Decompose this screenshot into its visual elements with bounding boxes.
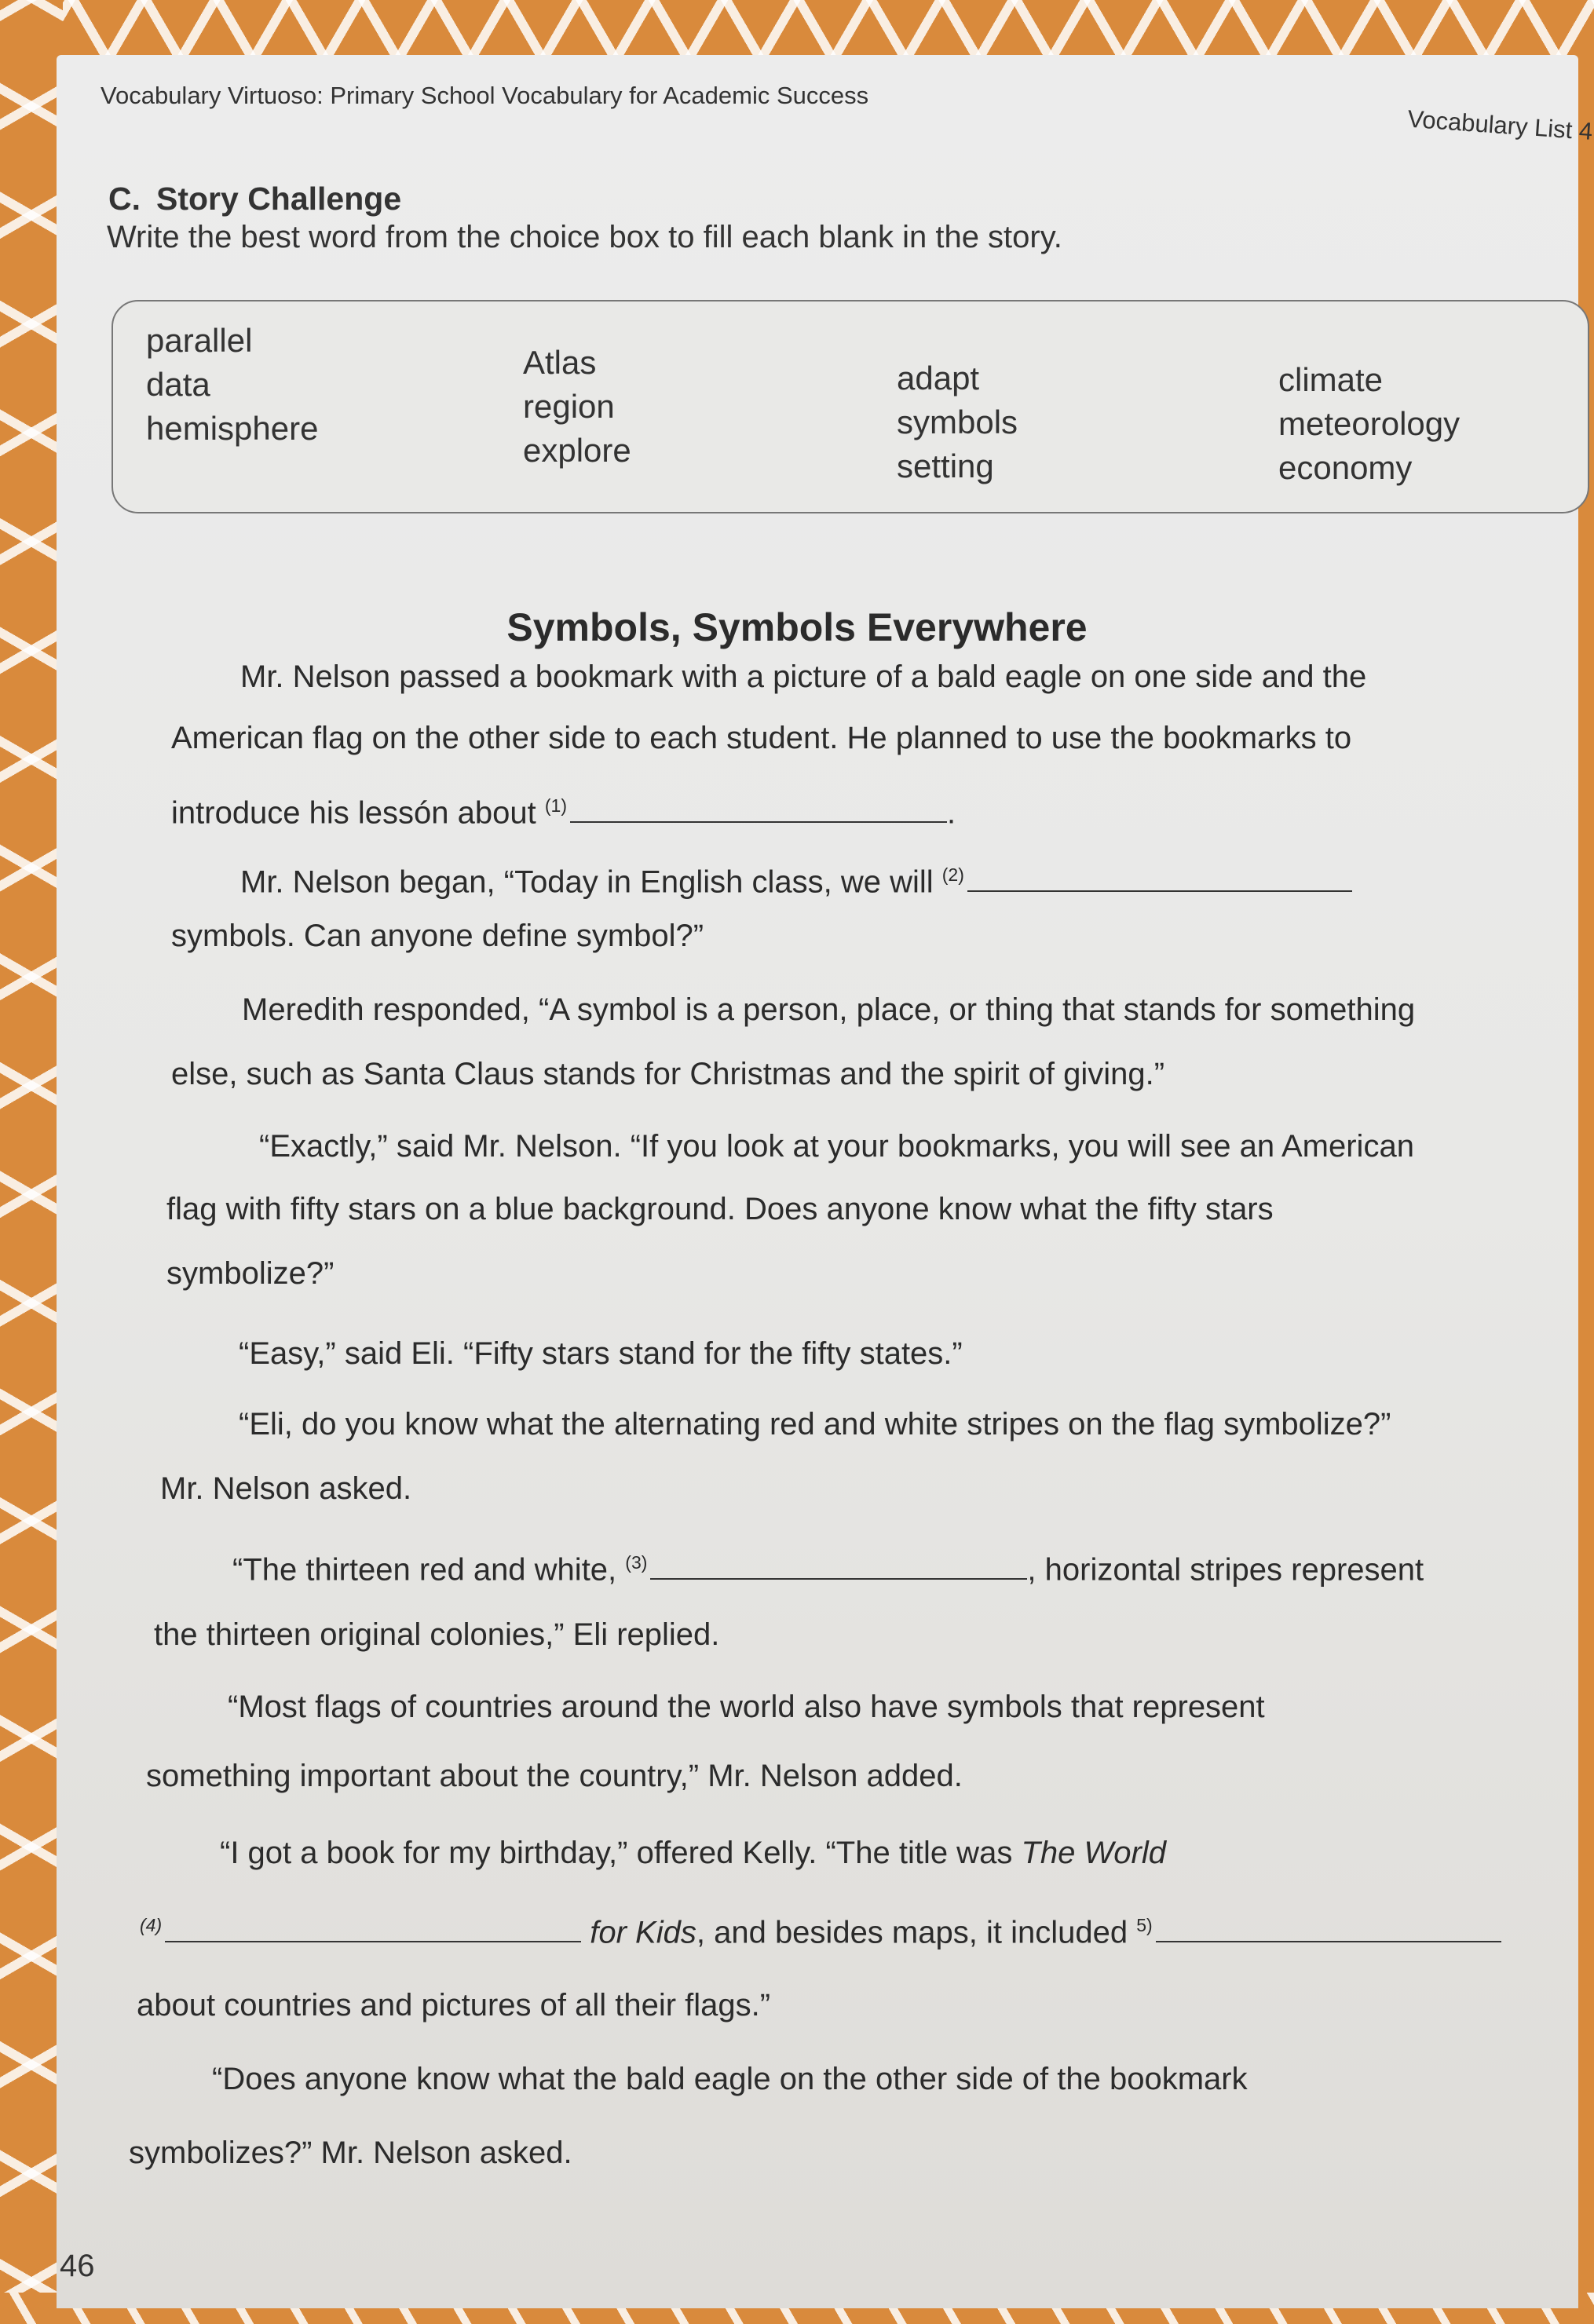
story-line: “Does anyone know what the bald eagle on the other side of the bookmark [212,2062,1248,2096]
blank-number-5: 5) [1136,1915,1153,1935]
page-number: 46 [60,2249,95,2283]
choice-column-3 [897,356,1018,488]
story-line: Mr. Nelson passed a bookmark with a picture of a bald eagle on one side and the [240,660,1367,694]
blank-2[interactable] [967,859,1352,892]
choice-word: hemisphere [146,410,319,447]
choice-word: climate [1278,361,1384,398]
choice-word: meteorology [1278,405,1461,442]
choice-word: economy [1278,449,1413,486]
choice-word: adapt [897,360,980,396]
story-line: symbolizes?” Mr. Nelson asked. [129,2136,572,2170]
choice-word: data [146,366,210,403]
book-title: Vocabulary Virtuoso: Primary School Vocabulary for Academic Success [101,82,869,109]
blank-number-4: (4) [140,1915,163,1935]
choice-column-1 [146,319,318,451]
story-line: Meredith responded, “A symbol is a person, place, or thing that stands for something [242,992,1416,1027]
choice-word: Atlas [523,344,597,381]
blank-5[interactable] [1156,1909,1501,1942]
story-line: Mr. Nelson asked. [160,1471,412,1506]
blank-1[interactable] [570,790,947,823]
story-text: . [947,795,956,831]
story-line: “Easy,” said Eli. “Fifty stars stand for the fifty states.” [239,1336,963,1371]
book-title-italic: The World [1021,1836,1166,1870]
story-line [232,1544,1424,1588]
story-text: , horizontal stripes represent [1027,1552,1424,1588]
choice-word: parallel [146,322,253,359]
story-line [140,1906,1501,1951]
story-text: Mr. Nelson began, “Today in English class, we will [240,864,934,900]
story-line: else, such as Santa Claus stands for Christmas and the spirit of giving.” [171,1057,1165,1091]
blank-number-2: (2) [941,864,964,885]
story-line: the thirteen original colonies,” Eli replied. [154,1617,720,1652]
story-line: something important about the country,” Mr. Nelson added. [146,1759,963,1793]
story-line [240,856,1352,901]
story-text: “The thirteen red and white, [232,1552,617,1588]
story-line: symbolize?” [166,1256,335,1291]
story-title: Symbols, Symbols Everywhere [506,605,1088,649]
section-title-text: Story Challenge [156,181,402,217]
word-choice-box [112,300,1589,513]
story-line: “Exactly,” said Mr. Nelson. “If you look at your bookmarks, you will see an American [259,1129,1414,1164]
instructions: Write the best word from the choice box to fill each blank in the story. [107,220,1062,254]
section-title [108,181,401,217]
story-line [171,787,956,831]
story-line: American flag on the other side to each student. He planned to use the bookmarks to [171,721,1352,755]
choice-column-4 [1278,358,1460,490]
story-line: “Eli, do you know what the alternating red and white stripes on the flag symbolize?” [239,1407,1391,1442]
vocabulary-list-label: Vocabulary List 4 [1406,104,1594,145]
blank-3[interactable] [650,1547,1027,1580]
story-text: introduce his lessón about [171,795,536,831]
choice-column-2 [523,341,631,473]
choice-word: symbols [897,404,1018,440]
story-text: , and besides maps, it included [696,1915,1128,1950]
story-line: about countries and pictures of all their flags.” [137,1988,771,2023]
book-title-italic: for Kids [590,1915,696,1950]
blank-4[interactable] [165,1909,581,1942]
story-line: “Most flags of countries around the world also have symbols that represent [228,1690,1265,1724]
blank-number-3: (3) [625,1552,648,1573]
story-text: “I got a book for my birthday,” offered Kelly. “The title was [220,1836,1013,1870]
choice-word: region [523,388,615,425]
story-line: symbols. Can anyone define symbol?” [171,919,704,953]
blank-number-1: (1) [544,795,567,816]
story-line [220,1834,1166,1872]
decorative-border-left [0,0,63,2324]
choice-word: setting [897,448,994,484]
choice-word: explore [523,432,631,469]
story-line: flag with fifty stars on a blue background. Does anyone know what the fifty stars [166,1192,1274,1226]
section-letter: C. [108,181,141,217]
